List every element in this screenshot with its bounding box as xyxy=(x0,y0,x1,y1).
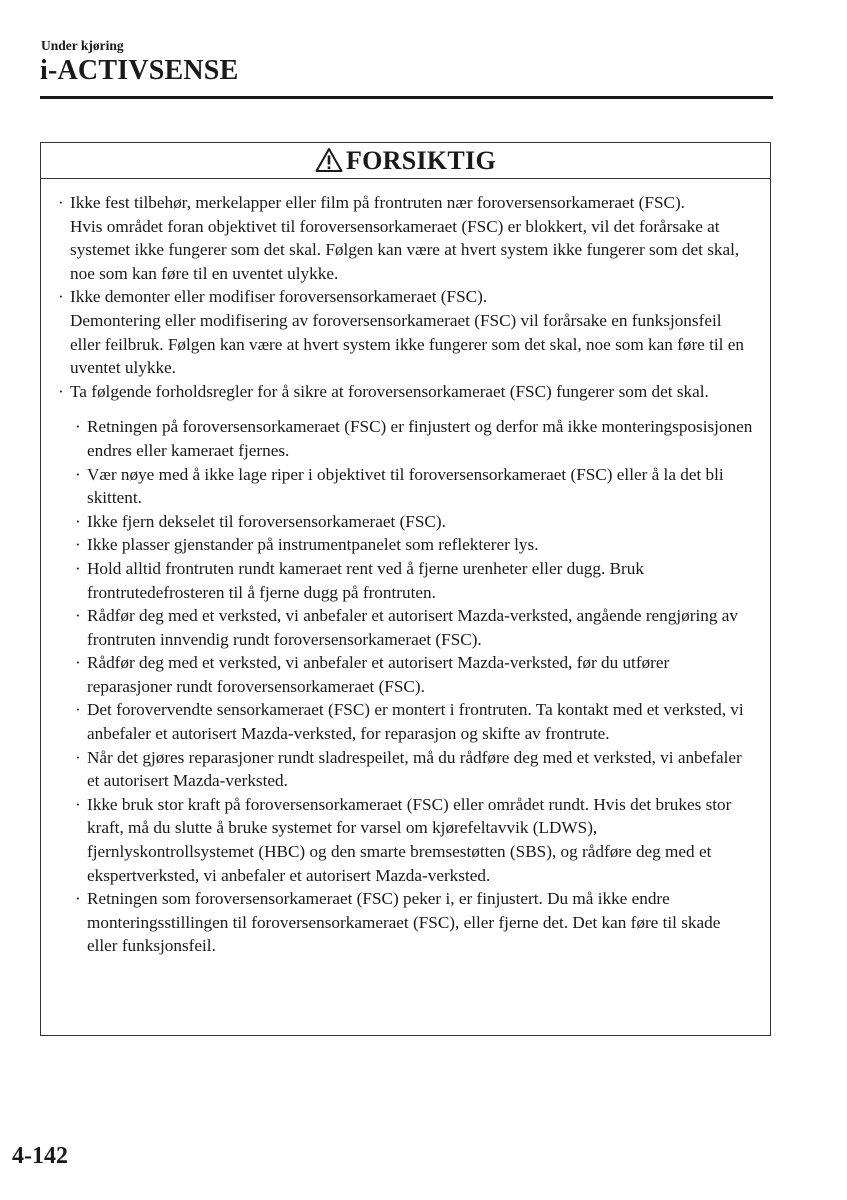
sub-bullet-text: Retningen som foroversensorkameraet (FSC) peker i, er finjustert. Du må ikke endre monteringsstillingen til foroversensorkameraet (FSC), eller fjerne det. Det kan føre til skade eller funksjonsfeil. xyxy=(87,889,721,956)
list-item: · Ikke fest tilbehør, merkelapper eller film på frontruten nær foroversensorkameraet (FSC). Hvis området foran objektivet til foroversensorkameraet (FSC) er blokkert, vil det forårsake at systemet ikke fungerer som det skal. Følgen kan være at hvert system ikke fungerer som det skal, noe som kan føre til en uventet ulykke. xyxy=(58,191,754,285)
bullet-text: Ikke fest tilbehør, merkelapper eller film på frontruten nær foroversensorkameraet (FSC). xyxy=(70,193,685,212)
sub-bullet-text: Hold alltid frontruten rundt kameraet rent ved å fjerne urenheter eller dugg. Bruk frontrutedefrosteren til å fjerne dugg på frontruten. xyxy=(87,558,644,602)
list-item: · Rådfør deg med et verksted, vi anbefaler et autorisert Mazda-verksted, før du utfører reparasjoner rundt foroversensorkameraet (FSC). xyxy=(75,651,754,698)
page-number: 4-142 xyxy=(12,1143,68,1169)
warning-triangle-icon xyxy=(315,147,343,173)
list-item: · Ikke demonter eller modifiser foroversensorkameraet (FSC). Demontering eller modifisering av foroversensorkameraet (FSC) vil forårsake en funksjonsfeil eller feilbruk. Følgen kan være at hvert system ikke fungerer som det skal, noe som kan føre til en uventet ulykke. xyxy=(58,285,754,379)
sub-bullet-text: Rådfør deg med et verksted, vi anbefaler et autorisert Mazda-verksted, angående rengjøring av frontruten innvendig rundt foroversensorkameraet (FSC). xyxy=(87,606,738,649)
caution-title: FORSIKTIG xyxy=(345,145,497,175)
list-item: · Når det gjøres reparasjoner rundt sladrespeilet, må du rådføre deg med et verksted, vi anbefaler et autorisert Mazda-verksted. xyxy=(75,746,754,793)
list-item: · Retningen som foroversensorkameraet (FSC) peker i, er finjustert. Du må ikke endre monteringsstillingen til foroversensorkameraet (FSC), eller fjerne det. Det kan føre til skade eller funksjonsfeil. xyxy=(75,887,754,958)
section-heading: Under kjøring xyxy=(41,38,124,53)
sub-bullet-text: Når det gjøres reparasjoner rundt sladrespeilet, må du rådføre deg med et verksted, vi anbefaler et autorisert Mazda-verksted. xyxy=(87,747,742,791)
sub-bullet-text: Ikke fjern dekselet til foroversensorkameraet (FSC). xyxy=(87,511,446,531)
sub-bullet-text: Retningen på foroversensorkameraet (FSC) er finjustert og derfor må ikke monteringsposisjonen endres eller kameraet fjernes. xyxy=(87,417,753,460)
sub-bullet-text: Det forovervendte sensorkameraet (FSC) er montert i frontruten. Ta kontakt med et verksted, vi anbefaler et autorisert Mazda-verksted, for reparasjon og skifte av frontrute. xyxy=(87,700,744,744)
list-item: · Det forovervendte sensorkameraet (FSC) er montert i frontruten. Ta kontakt med et verksted, vi anbefaler et autorisert Mazda-verksted, for reparasjon og skifte av frontrute. xyxy=(75,698,754,745)
sub-bullet-text: Ikke bruk stor kraft på foroversensorkameraet (FSC) eller området rundt. Hvis det brukes stor kraft, må du slutte å bruke systemet for varsel om kjørefeltavvik (LDWS), fjernlyskontrollsystemet (HBC) og den smarte bremsestøtten (SBS), og rådføre deg med et ekspertverksted, vi anbefaler et autorisert Mazda-verksted. xyxy=(87,794,732,885)
title-divider xyxy=(40,96,773,99)
list-item: · Vær nøye med å ikke lage riper i objektivet til foroversensorkameraet (FSC) eller å la det bli skittent. xyxy=(75,463,754,510)
sub-bullet-text: Ikke plasser gjenstander på instrumentpanelet som reflekterer lys. xyxy=(87,535,539,555)
caution-box xyxy=(40,142,771,1036)
list-item: · Ta følgende forholdsregler for å sikre at foroversensorkameraet (FSC) fungerer som det skal. xyxy=(58,380,754,404)
bullet-text: Ta følgende forholdsregler for å sikre at foroversensorkameraet (FSC) fungerer som det skal. xyxy=(70,381,709,401)
list-item: · Hold alltid frontruten rundt kameraet rent ved å fjerne urenheter eller dugg. Bruk frontrutedefrosteren til å fjerne dugg på frontruten. xyxy=(75,557,754,604)
page-title: i-ACTIVSENSE xyxy=(40,55,239,86)
list-item: · Ikke bruk stor kraft på foroversensorkameraet (FSC) eller området rundt. Hvis det brukes stor kraft, må du slutte å bruke systemet for varsel om kjørefeltavvik (LDWS), fjernlyskontrollsystemet (HBC) og den smarte bremsestøtten (SBS), og rådføre deg med et ekspertverksted, vi anbefaler et autorisert Mazda-verksted. xyxy=(75,793,754,887)
bullet-text: Ikke demonter eller modifiser foroversensorkameraet (FSC). xyxy=(70,287,488,307)
list-item: · Retningen på foroversensorkameraet (FSC) er finjustert og derfor må ikke monteringsposisjonen endres eller kameraet fjernes. xyxy=(75,415,754,462)
caution-content xyxy=(41,179,770,958)
list-item: · Ikke fjern dekselet til foroversensorkameraet (FSC). xyxy=(75,510,754,534)
caution-header xyxy=(41,143,770,179)
list-item: · Ikke plasser gjenstander på instrumentpanelet som reflekterer lys. xyxy=(75,533,754,557)
list-item: · Rådfør deg med et verksted, vi anbefaler et autorisert Mazda-verksted, angående rengjøring av frontruten innvendig rundt foroversensorkameraet (FSC). xyxy=(75,604,754,651)
sub-bullet-text: Rådfør deg med et verksted, vi anbefaler et autorisert Mazda-verksted, før du utfører reparasjoner rundt foroversensorkameraet (FSC). xyxy=(87,653,670,696)
bullet-detail: Hvis området foran objektivet til foroversensorkameraet (FSC) er blokkert, vil det forårsake at systemet ikke fungerer som det skal. Følgen kan være at hvert system ikke fungerer som det skal, noe som kan føre til en uventet ulykke. xyxy=(70,216,740,283)
sub-list xyxy=(58,415,754,958)
bullet-detail: Demontering eller modifisering av foroversensorkameraet (FSC) vil forårsake en funksjonsfeil eller feilbruk. Følgen kan være at hvert system ikke fungerer som det skal, noe som kan føre til en uventet ulykke. xyxy=(70,310,744,378)
sub-bullet-text: Vær nøye med å ikke lage riper i objektivet til foroversensorkameraet (FSC) eller å la det bli skittent. xyxy=(87,464,724,508)
